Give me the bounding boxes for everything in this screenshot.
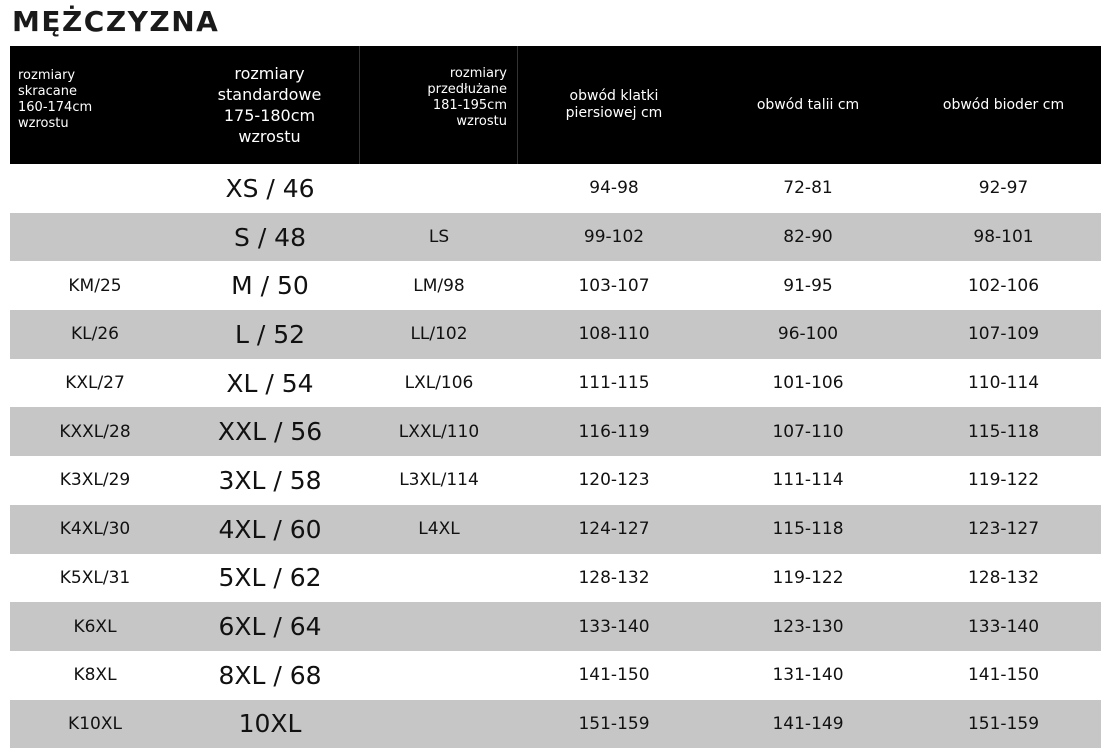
cell-long-size: LM/98 (413, 275, 465, 296)
cell-standard-size: XXL / 56 (217, 417, 323, 447)
cell-waist: 107-110 (772, 421, 844, 442)
header-chest-circumference (518, 46, 710, 164)
cell-long-size: LXXL/110 (398, 421, 480, 442)
cell-short-size: K3XL/29 (59, 470, 131, 491)
cell-waist: 101-106 (772, 373, 844, 394)
cell-long-size: LL/102 (410, 324, 468, 345)
cell-chest: 116-119 (578, 421, 650, 442)
cell-short-size: KXL/27 (65, 373, 125, 394)
header-hip-circumference (906, 46, 1101, 164)
header-long-sizes (360, 46, 518, 164)
cell-short-size: K4XL/30 (59, 519, 131, 540)
cell-hips: 128-132 (967, 567, 1040, 588)
header-short-sizes (10, 46, 180, 164)
cell-short-size: KXXL/28 (59, 421, 131, 442)
cell-chest: 151-159 (578, 713, 650, 734)
table-row (10, 651, 1101, 700)
size-chart-table (10, 46, 1101, 748)
cell-hips: 115-118 (967, 421, 1040, 442)
cell-chest: 124-127 (578, 519, 650, 540)
cell-short-size: K10XL (68, 713, 122, 734)
table-row (10, 602, 1101, 651)
header-long-sizes-label: rozmiary przedłużane 181-195cm wzrostu (427, 66, 507, 129)
cell-short-size: KL/26 (71, 324, 119, 345)
cell-long-size: LS (428, 227, 450, 248)
table-row (10, 407, 1101, 456)
cell-waist: 119-122 (772, 567, 844, 588)
cell-short-size: K5XL/31 (59, 567, 131, 588)
cell-standard-size: XS / 46 (225, 173, 315, 203)
cell-standard-size: 5XL / 62 (218, 563, 322, 593)
header-hip-circumference-label: obwód bioder cm (942, 96, 1065, 113)
cell-waist: 111-114 (772, 470, 844, 491)
cell-waist: 131-140 (772, 665, 844, 686)
table-row (10, 554, 1101, 603)
cell-hips: 92-97 (978, 178, 1029, 199)
cell-chest: 133-140 (578, 616, 650, 637)
cell-standard-size: 8XL / 68 (218, 660, 322, 690)
cell-waist: 96-100 (777, 324, 839, 345)
cell-short-size: KM/25 (68, 275, 122, 296)
cell-short-size: K6XL (73, 616, 117, 637)
cell-chest: 99-102 (583, 227, 645, 248)
cell-standard-size: 4XL / 60 (218, 514, 322, 544)
cell-standard-size: M / 50 (231, 271, 309, 301)
cell-chest: 111-115 (578, 373, 650, 394)
cell-waist: 72-81 (783, 178, 833, 199)
header-waist-circumference (710, 46, 906, 164)
cell-standard-size: L / 52 (234, 319, 306, 349)
cell-chest: 103-107 (578, 275, 650, 296)
cell-chest: 128-132 (578, 567, 650, 588)
table-header-row (10, 46, 1101, 164)
cell-long-size: L3XL/114 (399, 470, 479, 491)
cell-long-size: LXL/106 (404, 373, 474, 394)
cell-waist: 141-149 (772, 713, 844, 734)
cell-standard-size: 3XL / 58 (218, 465, 322, 495)
cell-hips: 110-114 (967, 373, 1040, 394)
page-title: MĘŻCZYZNA (12, 5, 220, 38)
header-standard-sizes (180, 46, 360, 164)
cell-waist: 115-118 (772, 519, 844, 540)
cell-short-size: K8XL (73, 665, 117, 686)
cell-waist: 91-95 (783, 275, 833, 296)
cell-hips: 123-127 (967, 519, 1040, 540)
header-standard-sizes-label: rozmiary standardowe 175-180cm wzrostu (217, 64, 322, 146)
cell-hips: 102-106 (967, 275, 1040, 296)
cell-chest: 141-150 (578, 665, 650, 686)
table-row (10, 213, 1101, 262)
table-row (10, 505, 1101, 554)
cell-standard-size: S / 48 (234, 222, 306, 252)
cell-standard-size: 10XL (238, 709, 302, 739)
table-row (10, 310, 1101, 359)
cell-chest: 94-98 (589, 178, 639, 199)
table-row (10, 700, 1101, 749)
cell-chest: 120-123 (578, 470, 650, 491)
cell-chest: 108-110 (578, 324, 650, 345)
header-waist-circumference-label: obwód talii cm (756, 96, 860, 113)
table-row (10, 164, 1101, 213)
header-short-sizes-label: rozmiary skracane 160-174cm wzrostu (18, 68, 93, 131)
cell-hips: 119-122 (967, 470, 1040, 491)
cell-standard-size: XL / 54 (226, 368, 314, 398)
cell-waist: 123-130 (772, 616, 844, 637)
cell-long-size: L4XL (418, 519, 460, 540)
header-chest-circumference-label: obwód klatki piersiowej cm (565, 88, 663, 121)
table-row (10, 456, 1101, 505)
cell-waist: 82-90 (783, 227, 833, 248)
cell-hips: 107-109 (967, 324, 1040, 345)
table-body (10, 164, 1101, 748)
cell-standard-size: 6XL / 64 (218, 612, 322, 642)
cell-hips: 133-140 (967, 616, 1040, 637)
cell-hips: 141-150 (967, 665, 1040, 686)
cell-hips: 98-101 (973, 227, 1034, 248)
cell-hips: 151-159 (967, 713, 1040, 734)
table-row (10, 359, 1101, 408)
table-row (10, 261, 1101, 310)
